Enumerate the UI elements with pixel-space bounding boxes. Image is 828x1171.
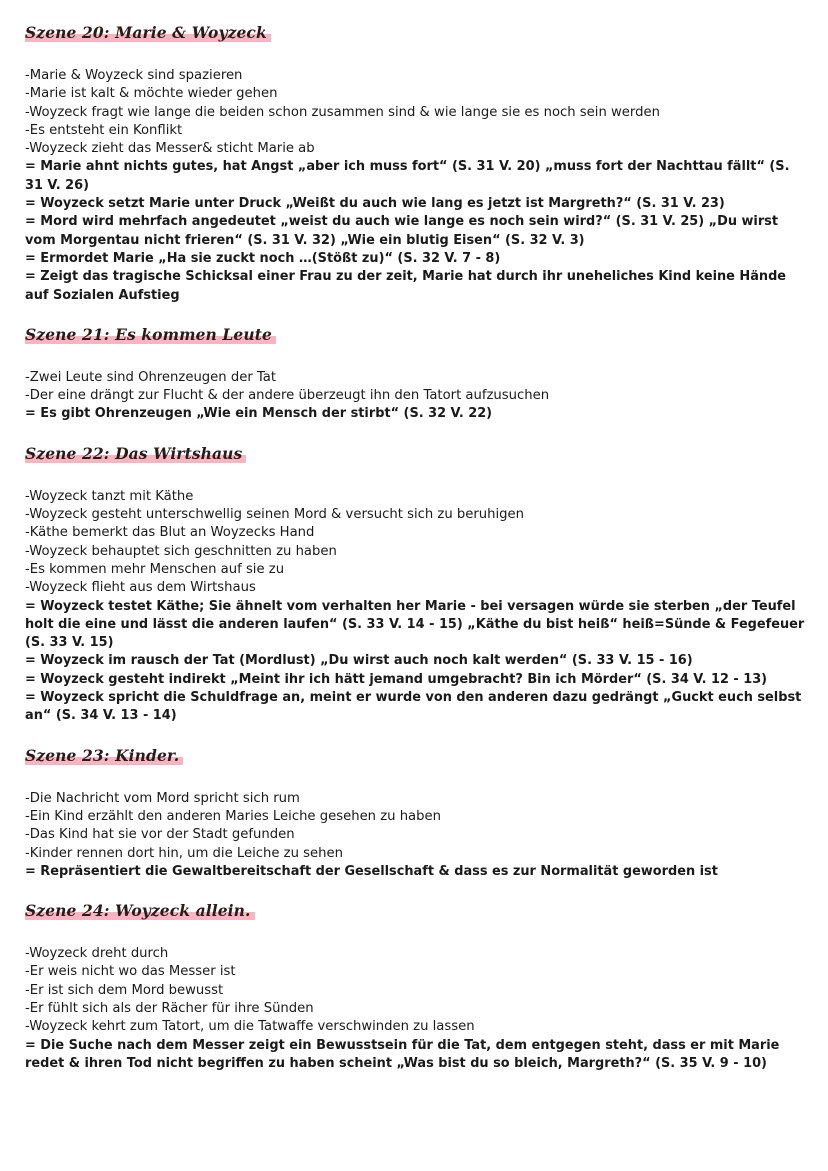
summary-line: -Woyzeck fragt wie lange die beiden schon zusammen sind & wie lange sie es noch sein werden (25, 104, 660, 120)
summary-line: -Marie & Woyzeck sind spazieren (25, 68, 243, 83)
summary-line: -Er weis nicht wo das Messer ist (25, 964, 236, 980)
summary-line: -Ein Kind erzählt den anderen Maries Leiche gesehen zu haben (25, 808, 441, 824)
scene-heading: Szene 23: Kinder. (25, 745, 183, 768)
scene-section (25, 22, 810, 305)
summary-line: -Woyzeck zieht das Messer& sticht Marie ab (25, 141, 315, 157)
scene-heading: Szene 24: Woyzeck allein. (25, 900, 255, 923)
summary-line: -Woyzeck dreht durch (25, 946, 169, 962)
summary-line: -Woyzeck kehrt zum Tatort, um die Tatwaffe verschwinden zu lassen (25, 1019, 475, 1035)
analysis-line: = Zeigt das tragische Schicksal einer Frau zu der zeit, Marie hat durch ihr uneheliches Kind keine Hände auf Sozialen Aufstieg (25, 269, 787, 303)
analysis-line: = Woyzeck gesteht indirekt „Meint ihr ich hätt jemand umgebracht? Bin ich Mörder“ (S. 34 V. 12 - 13) (25, 671, 768, 687)
analysis-line: = Repräsentiert die Gewaltbereitschaft der Gesellschaft & dass es zur Normalität geworden ist (25, 863, 718, 879)
summary-line: -Er fühlt sich als der Rächer für ihre Sünden (25, 1000, 314, 1016)
analysis-line: = Woyzeck im rausch der Tat (Mordlust) „Du wirst auch noch kalt werden“ (S. 33 V. 15 - 16) (25, 653, 693, 669)
scene-section (25, 324, 810, 424)
analysis-line: = Woyzeck setzt Marie unter Druck „Weißt du auch wie lang es jetzt ist Margreth?“ (S. 31 V. 23) (25, 196, 725, 212)
summary-line: -Er ist sich dem Mord bewusst (25, 982, 224, 998)
summary-line: -Es entsteht ein Konflikt (25, 122, 183, 138)
document-page (25, 22, 810, 1092)
analysis-line: = Woyzeck spricht die Schuldfrage an, meint er wurde von den anderen dazu gedrängt „Guckt euch selbst an“ (S. 34 V. 13 - 14) (25, 690, 802, 724)
summary-line: -Die Nachricht vom Mord spricht sich rum (25, 790, 300, 806)
scene-section (25, 443, 810, 726)
analysis-line: = Die Suche nach dem Messer zeigt ein Bewusstsein für die Tat, dem entgegen steht, dass er mit Marie redet & ihren Tod nicht begriffen zu haben scheint „Was bist du so bleich, Margreth?“ (S. 35 V. 9 - 10) (25, 1037, 780, 1071)
summary-line: -Woyzeck behauptet sich geschnitten zu haben (25, 543, 337, 559)
summary-line: -Käthe bemerkt das Blut an Woyzecks Hand (25, 525, 315, 541)
summary-line: -Woyzeck flieht aus dem Wirtshaus (25, 580, 256, 596)
scene-heading: Szene 22: Das Wirtshaus (25, 443, 246, 466)
summary-line: -Es kommen mehr Menschen auf sie zu (25, 561, 285, 577)
scene-heading: Szene 21: Es kommen Leute (25, 324, 276, 347)
analysis-line: = Ermordet Marie „Ha sie zuckt noch …(Stößt zu)“ (S. 32 V. 7 - 8) (25, 250, 501, 266)
summary-line: -Zwei Leute sind Ohrenzeugen der Tat (25, 369, 277, 385)
analysis-line: = Marie ahnt nichts gutes, hat Angst „aber ich muss fort“ (S. 31 V. 20) „muss fort der Nachttau fällt“ (S. 31 V. 26) (25, 159, 790, 193)
scene-heading: Szene 20: Marie & Woyzeck (25, 22, 271, 45)
analysis-line: = Mord wird mehrfach angedeutet „weist du auch wie lange es noch sein wird?“ (S. 31 V. 25) „Du wirst vom Morgentau nicht frieren“ (S. 31 V. 32) „Wie ein blutig Eisen“ (S. 32 V. 3) (25, 214, 779, 248)
summary-line: -Marie ist kalt & möchte wieder gehen (25, 86, 278, 102)
summary-line: -Der eine drängt zur Flucht & der andere überzeugt ihn den Tatort aufzusuchen (25, 388, 550, 404)
summary-line: -Kinder rennen dort hin, um die Leiche zu sehen (25, 845, 343, 861)
scene-section (25, 900, 810, 1073)
summary-line: -Woyzeck tanzt mit Käthe (25, 488, 194, 504)
scene-section (25, 745, 810, 881)
analysis-line: = Woyzeck testet Käthe; Sie ähnelt vom verhalten her Marie - bei versagen würde sie sterben „der Teufel holt die eine und lässt die anderen laufen“ (S. 33 V. 14 - 15) „Käthe du bist heiß“ heiß=Sünde & Fegefeuer (S. 33 V. 15) (25, 598, 805, 651)
summary-line: -Das Kind hat sie vor der Stadt gefunden (25, 827, 295, 843)
analysis-line: = Es gibt Ohrenzeugen „Wie ein Mensch der stirbt“ (S. 32 V. 22) (25, 406, 493, 422)
summary-line: -Woyzeck gesteht unterschwellig seinen Mord & versucht sich zu beruhigen (25, 507, 525, 523)
